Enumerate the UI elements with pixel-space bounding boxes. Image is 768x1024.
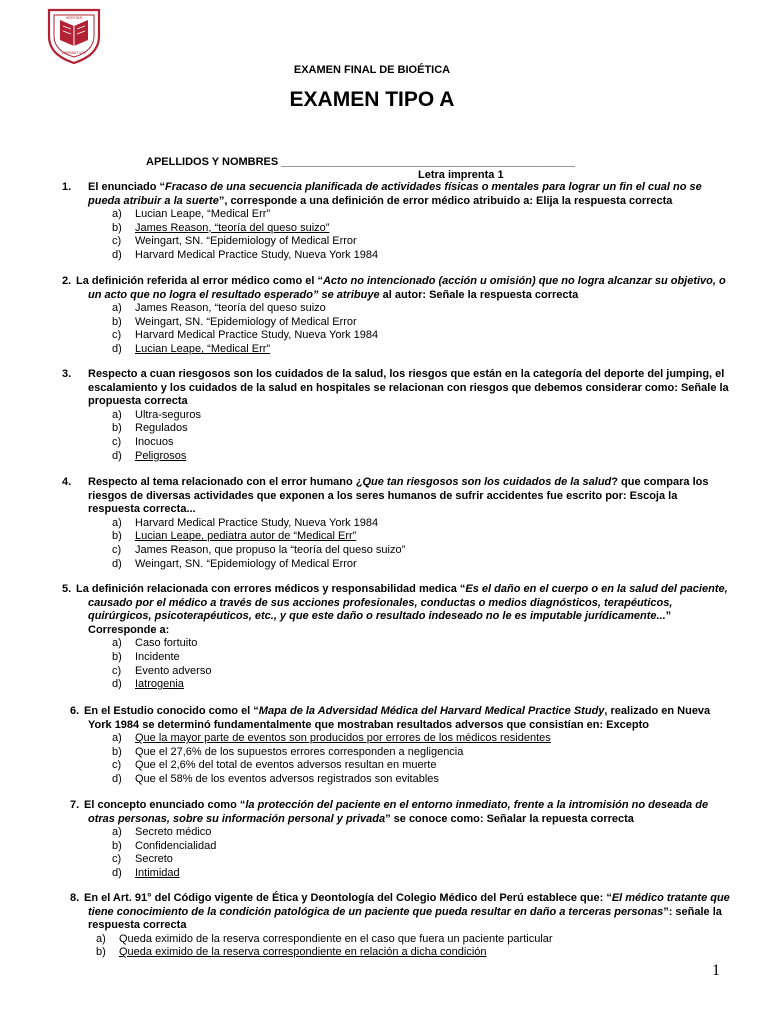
option-text-marked: Intimidad <box>135 866 180 879</box>
question-6 <box>70 705 730 787</box>
answer-option <box>112 558 730 572</box>
option-letter: c) <box>112 759 122 772</box>
option-letter: c) <box>112 543 122 556</box>
question-4 <box>62 476 730 571</box>
names-field: APELLIDOS Y NOMBRES ________________________________________________ <box>146 156 575 168</box>
option-text: Inocuos <box>135 435 174 448</box>
option-letter: d) <box>112 772 122 785</box>
question-stem-end: al autor: Señale la respuesta correcta <box>379 288 579 301</box>
option-letter: b) <box>112 221 122 234</box>
question-text <box>70 705 730 732</box>
question-stem: La definición referida al error médico como el “ <box>76 275 323 287</box>
answer-option <box>112 637 730 651</box>
answer-option <box>112 517 730 531</box>
question-number: 2. <box>62 275 72 287</box>
question-stem-end: ” se conoce como: Señalar la repuesta correcta <box>385 812 634 825</box>
option-letter: a) <box>112 408 122 421</box>
answer-option <box>112 316 730 330</box>
question-number: 7. <box>70 799 80 811</box>
option-text: Secreto <box>135 853 173 866</box>
option-text-marked: Peligrosos <box>135 449 187 462</box>
question-3 <box>62 368 730 463</box>
option-text-marked: James Reason, “teoría del queso suizo” <box>135 221 330 234</box>
question-number: 3. <box>62 368 72 380</box>
answer-option <box>112 826 730 840</box>
answer-option <box>112 409 730 423</box>
option-letter: d) <box>112 866 122 879</box>
option-letter: c) <box>112 235 122 248</box>
option-text: Weingart, SN. “Epidemiology of Medical Error <box>135 557 357 570</box>
option-text: Regulados <box>135 422 188 435</box>
option-text: Harvard Medical Practice Study, Nueva York 1984 <box>135 516 379 529</box>
answer-option <box>112 436 730 450</box>
question-stem-end: ”, corresponde a una definición de error médico atribuido a: Elija la respuesta correcta <box>218 194 673 207</box>
question-number: 5. <box>62 583 72 595</box>
options-list <box>112 409 730 463</box>
option-text: Harvard Medical Practice Study, Nueva York 1984 <box>135 248 379 261</box>
question-number: 1. <box>62 181 72 193</box>
option-text: Queda eximido de la reserva correspondiente en el caso que fuera un paciente particular <box>119 932 553 945</box>
option-text: Harvard Medical Practice Study, Nueva York 1984 <box>135 329 379 342</box>
option-letter: a) <box>112 826 122 839</box>
option-text: Weingart, SN. “Epidemiology of Medical Error <box>135 315 357 328</box>
question-text <box>62 583 730 637</box>
question-5 <box>62 583 730 692</box>
option-text: Evento adverso <box>135 664 212 677</box>
options-list <box>112 302 730 356</box>
answer-option <box>112 249 730 263</box>
option-text: Weingart, SN. “Epidemiology of Medical Error <box>135 235 357 248</box>
option-letter: b) <box>112 745 122 758</box>
option-text: Caso fortuito <box>135 637 198 650</box>
question-number: 6. <box>70 705 80 717</box>
answer-option <box>96 933 730 947</box>
question-stem: La definición relacionada con errores médicos y responsabilidad medica “ <box>76 583 466 595</box>
question-number: 4. <box>62 476 72 488</box>
answer-option <box>112 343 730 357</box>
option-text: Lucian Leape, “Medical Err” <box>135 208 271 221</box>
answer-option <box>112 678 730 692</box>
options-list <box>112 826 730 880</box>
option-text: Confidencialidad <box>135 839 217 852</box>
option-letter: d) <box>112 557 122 570</box>
option-letter: b) <box>96 946 106 959</box>
question-text <box>70 892 730 933</box>
answer-option <box>112 867 730 881</box>
option-text: Incidente <box>135 650 180 663</box>
option-text-marked: Que la mayor parte de eventos son producidos por errores de los médicos residentes <box>135 732 551 745</box>
answer-option <box>112 422 730 436</box>
answer-option <box>112 544 730 558</box>
logo-motto-top: VERITAS <box>65 15 83 20</box>
option-text: Secreto médico <box>135 826 212 839</box>
question-text <box>62 275 730 302</box>
question-stem: En el Estudio conocido como el “ <box>84 705 259 717</box>
answer-option <box>112 773 730 787</box>
question-text <box>62 476 730 517</box>
option-letter: b) <box>112 650 122 663</box>
options-list <box>112 208 730 262</box>
option-letter: b) <box>112 422 122 435</box>
question-2 <box>62 275 730 357</box>
option-letter: d) <box>112 678 122 691</box>
answer-option <box>112 208 730 222</box>
option-letter: b) <box>112 839 122 852</box>
logo-motto-bottom: LIBERABIT VOS <box>62 51 86 55</box>
question-text <box>70 799 730 826</box>
print-letter-label: Letra imprenta 1 <box>418 169 504 181</box>
question-text <box>62 181 730 208</box>
question-stem: En el Art. 91° del Código vigente de Ética y Deontología del Colegio Médico del Perú establece que: “ <box>84 892 612 904</box>
option-letter: a) <box>112 302 122 315</box>
answer-option <box>112 651 730 665</box>
option-text: Que el 2,6% del total de eventos adversos resultan en muerte <box>135 759 437 772</box>
option-letter: c) <box>112 435 122 448</box>
option-text-marked: Iatrogenia <box>135 678 184 691</box>
question-stem: El enunciado “ <box>88 181 166 193</box>
answer-option <box>112 302 730 316</box>
question-stem: Respecto al tema relacionado con el error humano ¿ <box>88 476 363 488</box>
option-letter: c) <box>112 664 122 677</box>
question-stem-end: , realizado en Nueva York 1984 se determinó fundamentalmente que mostraban resultados adversos que consistían en: Excepto <box>88 705 711 731</box>
answer-option <box>112 235 730 249</box>
question-stem: El concepto enunciado como “ <box>84 799 246 811</box>
option-text: Ultra-seguros <box>135 408 202 421</box>
option-letter: c) <box>112 329 122 342</box>
question-1 <box>62 181 730 263</box>
option-letter: d) <box>112 248 122 261</box>
options-list <box>96 933 730 960</box>
option-text-marked: Lucian Leape, “Medical Err” <box>135 342 271 355</box>
option-letter: d) <box>112 449 122 462</box>
option-letter: a) <box>112 732 122 745</box>
option-text: Que el 27,6% de los supuestos errores corresponden a negligencia <box>135 745 464 758</box>
answer-option <box>112 759 730 773</box>
option-letter: a) <box>96 932 106 945</box>
answer-option <box>112 329 730 343</box>
option-text-marked: Lucian Leape, pediatra autor de “Medical Err” <box>135 530 357 543</box>
exam-subtitle: EXAMEN FINAL DE BIOÉTICA <box>293 64 451 76</box>
answer-option <box>112 530 730 544</box>
option-letter: c) <box>112 853 122 866</box>
question-quote: Acto no intencionado (acción u omisión) que no logra alcanzar su objetivo, o un acto que no logra el resultado esperado” se atribuye <box>88 275 726 301</box>
option-letter: a) <box>112 208 122 221</box>
option-letter: a) <box>112 637 122 650</box>
option-text-marked: Queda eximido de la reserva correspondiente en relación a dicha condición <box>119 946 487 959</box>
question-8 <box>70 892 730 960</box>
option-letter: b) <box>112 315 122 328</box>
question-text <box>62 368 730 409</box>
question-stem-end: ? que compara los riesgos de diversas actividades que exponen a los seres humanos de sufrir accidentes fue escrito por: Escoja la respuesta correcta... <box>88 476 709 516</box>
question-quote: la protección del paciente en el entorno inmediato, frente a la intromisión no deseada de otras personas, sobre su información personal y privada <box>88 799 709 825</box>
question-number: 8. <box>70 892 80 904</box>
question-stem-end: ” Corresponde a: <box>88 610 672 636</box>
option-letter: b) <box>112 530 122 543</box>
answer-option <box>112 450 730 464</box>
option-letter: d) <box>112 342 122 355</box>
question-7 <box>70 799 730 881</box>
answer-option <box>112 222 730 236</box>
question-stem: Respecto a cuan riesgosos son los cuidados de la salud, los riesgos que están en la categoría del deporte del jumping, el escalamiento y los cuidados de la salud en hospitales se relacionan con riesgos que debemos considerar como: Señale la propuesta correcta <box>88 368 729 408</box>
option-letter: a) <box>112 516 122 529</box>
answer-option <box>112 840 730 854</box>
options-list <box>112 732 730 786</box>
options-list <box>112 637 730 691</box>
question-quote: El médico tratante que tiene conocimiento de la condición patológica de un paciente que pueda resultar en daño a terceras personas <box>88 892 730 918</box>
question-quote: Es el daño en el cuerpo o en la salud del paciente, causado por el médico a través de sus acciones profesionales, conductas o medios diagnósticos, terapéuticos, quirúrgicos, psicoterapéuticos, etc., y que este daño o resultado indeseado no le es imputable jurídicamente... <box>88 583 728 623</box>
question-quote: Que tan riesgosos son los cuidados de la salud <box>362 476 612 488</box>
question-quote: Fracaso de una secuencia planificada de actividades físicas o mentales para lograr un fin el cual no se pueda atribuir a la suerte <box>88 181 702 207</box>
question-stem-end: ”: señale la respuesta correcta <box>88 905 722 932</box>
answer-option <box>112 732 730 746</box>
option-text: James Reason, que propuso la “teoría del queso suizo” <box>135 543 406 556</box>
question-quote: Mapa de la Adversidad Médica del Harvard Medical Practice Study <box>258 705 605 717</box>
answer-option <box>112 746 730 760</box>
university-shield-logo <box>46 6 102 64</box>
answer-option <box>112 853 730 867</box>
option-text: Que el 58% de los eventos adversos registrados son evitables <box>135 772 439 785</box>
answer-option <box>112 665 730 679</box>
page-number: 1 <box>712 962 720 979</box>
exam-title: EXAMEN TIPO A <box>289 88 455 111</box>
options-list <box>112 517 730 571</box>
answer-option <box>96 946 730 960</box>
option-text: James Reason, “teoría del queso suizo <box>135 302 326 315</box>
